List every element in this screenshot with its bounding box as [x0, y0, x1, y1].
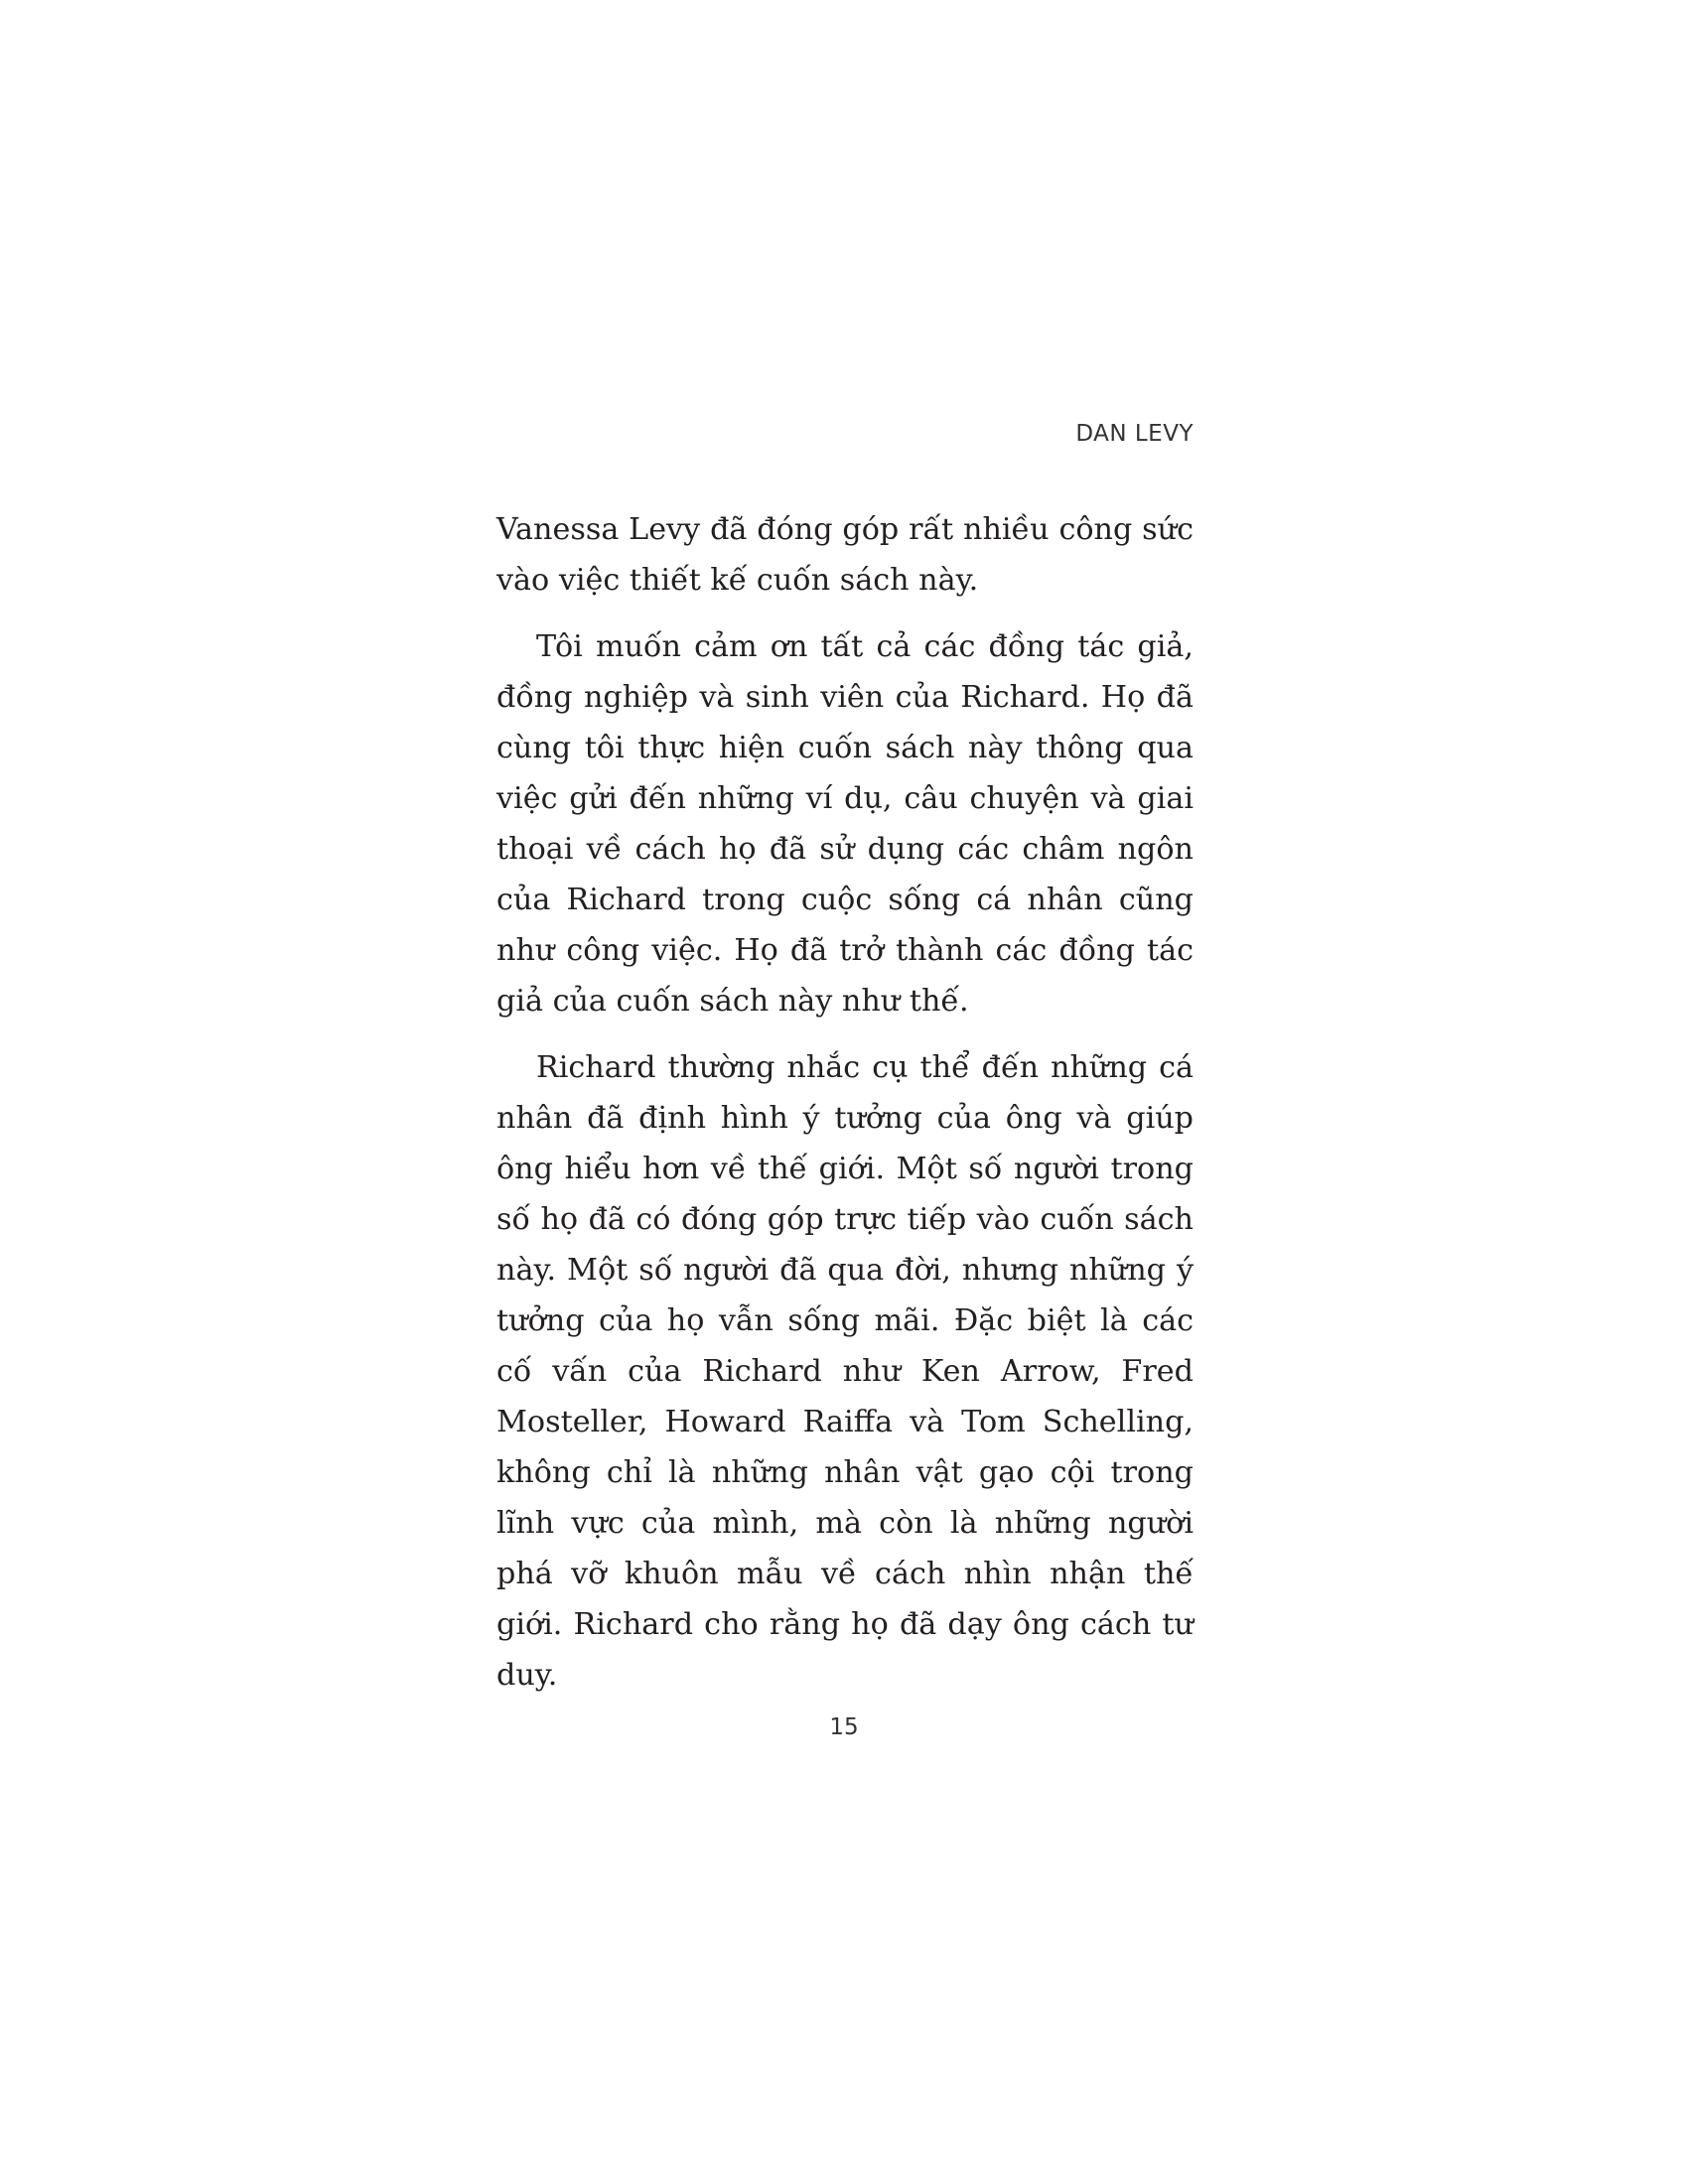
page-number: 15 — [829, 1714, 859, 1740]
body-text — [496, 504, 1194, 1716]
running-head: DAN LEVY — [1075, 421, 1194, 447]
paragraph: Vanessa Levy đã đóng góp rất nhiều công sức vào việc thiết kế cuốn sách này. — [496, 512, 1194, 598]
paragraph: Tôi muốn cảm ơn tất cả các đồng tác giả, đồng nghiệp và sinh viên của Richard. Họ đã cùng tôi thực hiện cuốn sách này thông qua việc gửi đến những ví dụ, câu chuyện và giai thoại về cách họ đã sử dụng các châm ngôn của Richard trong cuộc sống cá nhân cũng như công việc. Họ đã trở thành các đồng tác giả của cuốn sách này như thế. — [496, 629, 1194, 1019]
paragraph: Richard thường nhắc cụ thể đến những cá nhân đã định hình ý tưởng của ông và giúp ông hiểu hơn về thế giới. Một số người trong số họ đã có đóng góp trực tiếp vào cuốn sách này. Một số người đã qua đời, nhưng những ý tưởng của họ vẫn sống mãi. Đặc biệt là các cố vấn của Richard như Ken Arrow, Fred Mosteller, Howard Raiffa và Tom Schelling, không chỉ là những nhân vật gạo cội trong lĩnh vực của mình, mà còn là những người phá vỡ khuôn mẫu về cách nhìn nhận thế giới. Richard cho rằng họ đã dạy ông cách tư duy. — [496, 1050, 1194, 1693]
